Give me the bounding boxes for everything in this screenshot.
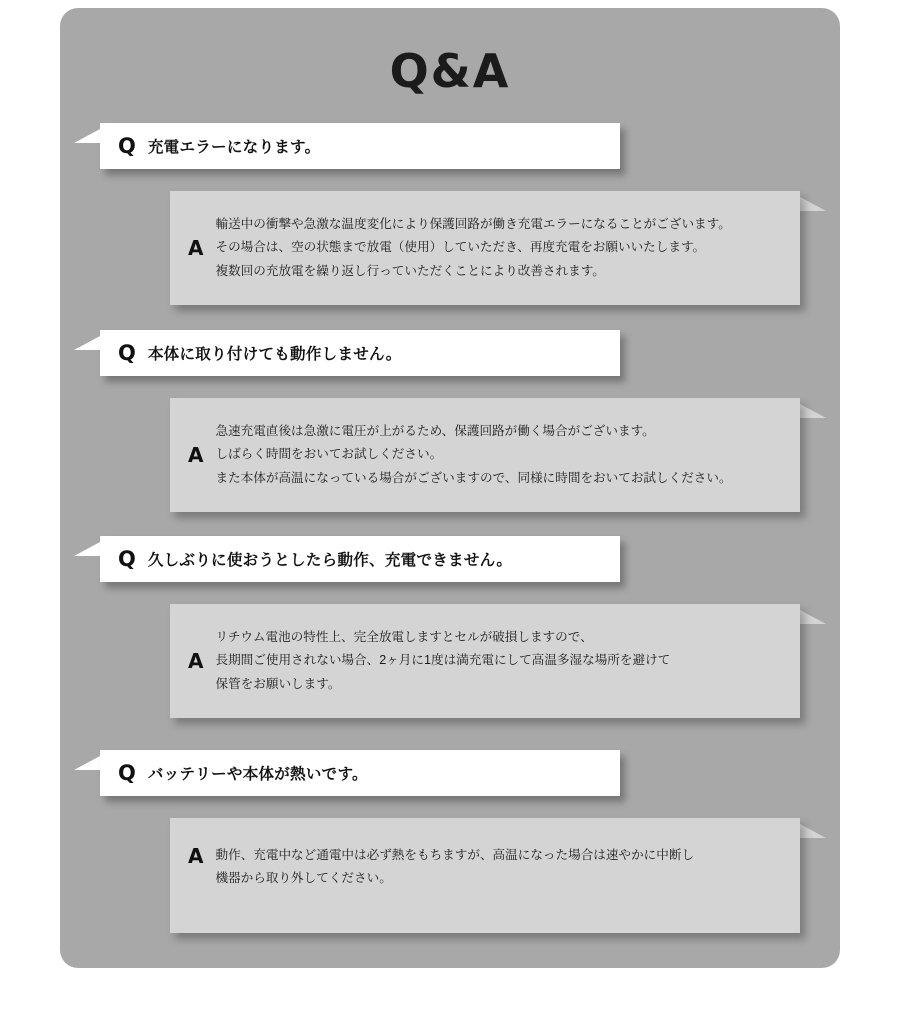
answer-line: 急速充電直後は急激に電圧が上がるため、保護回路が働く場合がございます。 (215, 424, 655, 438)
question-text: 本体に取り付けても動作しません。 (147, 346, 402, 363)
question-tail-icon (74, 322, 100, 350)
answer-marker: A (188, 844, 204, 868)
qa-block-1 (60, 123, 840, 305)
answer-line: しばらく時間をおいてお試しください。 (215, 447, 443, 462)
question-bubble-1 (100, 123, 620, 169)
answer-text (215, 844, 694, 891)
question-marker: Q (118, 546, 136, 571)
question-tail-icon (74, 742, 100, 770)
question-marker: Q (118, 133, 136, 158)
answer-line: また本体が高温になっている場合がございますので、同様に時間をおいてお試しください。 (215, 470, 732, 485)
answer-tail-icon (800, 390, 826, 418)
qa-panel (60, 8, 840, 968)
answer-tail-icon (800, 810, 826, 838)
question-bubble-2 (100, 330, 620, 376)
answer-text (215, 213, 730, 283)
answer-line: 機器から取り外してください。 (215, 871, 392, 886)
page-title: Q&A (389, 44, 511, 98)
answer-bubble-1 (170, 191, 800, 305)
qa-block-4 (60, 750, 840, 933)
answer-line: 長期間ご使用されない場合、2ヶ月に1度は満充電にして高温多湿な場所を避けて (215, 653, 671, 668)
answer-bubble-4 (170, 818, 800, 933)
question-marker: Q (118, 760, 136, 785)
answer-bubble-3 (170, 604, 800, 718)
answer-line: その場合は、空の状態まで放電（使用）していただき、再度充電をお願いいたします。 (215, 240, 706, 255)
question-text: 久しぶりに使おうとしたら動作、充電できません。 (147, 552, 513, 569)
qa-block-3 (60, 536, 840, 718)
answer-line: 輸送中の衝撃や急激な温度変化により保護回路が働き充電エラーになることがございます。 (215, 217, 731, 231)
answer-text (215, 626, 670, 696)
question-bubble-4 (100, 750, 620, 796)
answer-bubble-2 (170, 398, 800, 512)
answer-text (215, 420, 731, 490)
question-tail-icon (74, 528, 100, 556)
question-text: 充電エラーになります。 (147, 139, 321, 156)
question-bubble-3 (100, 536, 620, 582)
answer-marker: A (188, 648, 204, 673)
answer-tail-icon (800, 183, 826, 211)
answer-line: 動作、充電中など通電中は必ず熱をもちますが、高温になった場合は速やかに中断し (215, 848, 695, 862)
answer-tail-icon (800, 596, 826, 624)
answer-marker: A (188, 442, 204, 467)
question-marker: Q (118, 340, 136, 365)
question-text: バッテリーや本体が熱いです。 (147, 766, 368, 783)
question-tail-icon (74, 115, 100, 143)
answer-line: 保管をお願いします。 (215, 676, 341, 691)
qa-block-2 (60, 330, 840, 512)
answer-line: リチウム電池の特性上、完全放電しますとセルが破損しますので、 (215, 630, 593, 644)
answer-marker: A (188, 235, 204, 260)
answer-line: 複数回の充放電を繰り返し行っていただくことにより改善されます。 (215, 263, 605, 278)
